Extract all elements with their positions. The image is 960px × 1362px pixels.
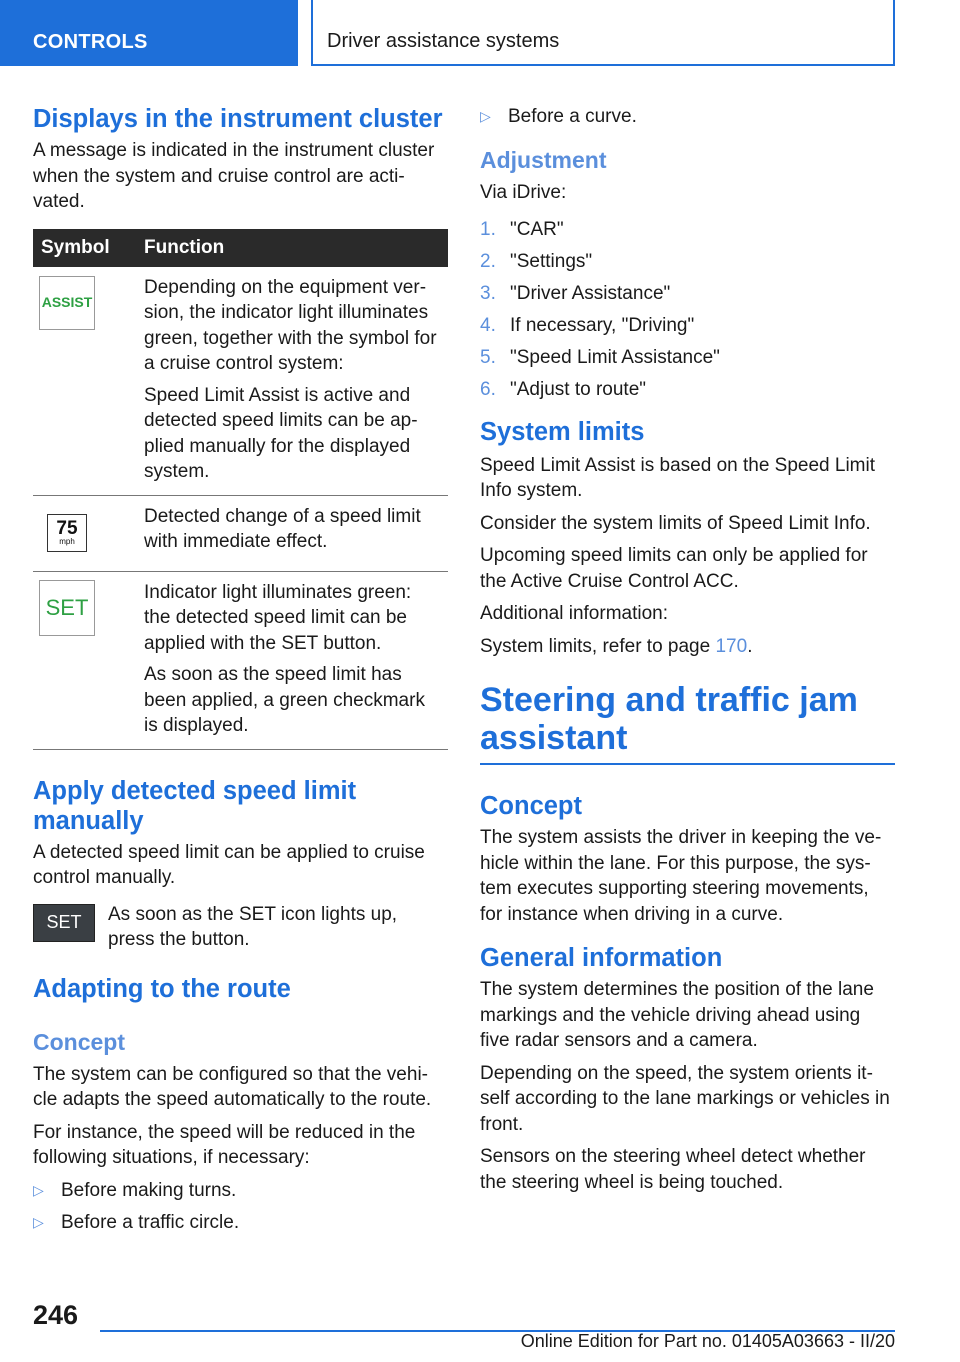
- paragraph-set: As soon as the SET icon lights up, press the button.: [108, 903, 398, 950]
- paragraph-concept-1: The system can be configured so that the vehi-cle adapts the speed automatically to the route.: [33, 1063, 432, 1110]
- set-button-row: [33, 904, 448, 966]
- paragraph-limits-2: Consider the system limits of Speed Limit Info.: [480, 512, 871, 534]
- page-reference-link[interactable]: 170: [715, 635, 748, 657]
- heading-steering-assistant: Steering and traffic jam assistant: [480, 681, 858, 757]
- col-header-symbol: Symbol: [33, 229, 136, 267]
- triangle-bullet-icon: ▷: [33, 1214, 44, 1230]
- heading-concept: Concept: [33, 1028, 125, 1055]
- paragraph-limits-5: System limits, refer to page 170.: [480, 635, 753, 657]
- paragraph-via-idrive: Via iDrive:: [480, 181, 567, 203]
- header-section: CONTROLS: [33, 31, 148, 53]
- header-section-tab: [0, 0, 298, 66]
- heading-adapting: Adapting to the route: [33, 974, 291, 1003]
- section-divider: [480, 763, 895, 765]
- heading-apply: Apply detected speed limit manually: [33, 776, 357, 835]
- paragraph-limits-1: Speed Limit Assist is based on the Speed Limit Info system.: [480, 454, 876, 501]
- list-item: 3. "Driver Assistance": [480, 283, 671, 304]
- right-column: [480, 100, 895, 1202]
- header-chapter: Driver assistance systems: [327, 30, 560, 52]
- header-chapter-box: [311, 0, 895, 66]
- footer-edition: Online Edition for Part no. 01405A03663 - II/20: [520, 1331, 895, 1351]
- paragraph-general-1: The system determines the position of the lane markings and the vehicle driving ahead using five radar sensors and a camera.: [480, 979, 874, 1051]
- list-item: ▷ Before making turns.: [33, 1178, 448, 1204]
- list-item: 6. "Adjust to route": [480, 379, 647, 400]
- assist-indicator-icon: ASSIST: [39, 276, 95, 330]
- table-row: [33, 495, 448, 571]
- heading-general-info: General information: [480, 944, 723, 972]
- left-column: [33, 100, 448, 1243]
- heading-system-limits: System limits: [480, 417, 645, 446]
- row-text: Depending on the equipment ver-sion, the indicator light illuminates green, together with the symbol for a cruise control system:: [144, 276, 437, 374]
- paragraph-apply: A detected speed limit can be applied to cruise control manually.: [33, 841, 425, 888]
- paragraph-displays: A message is indicated in the instrument cluster when the system and cruise control are acti-vated.: [33, 140, 435, 212]
- list-item: ▷ Before a traffic circle.: [33, 1210, 448, 1236]
- paragraph-general-3: Sensors on the steering wheel detect whether the steering wheel is being touched.: [480, 1146, 866, 1193]
- row-text: Speed Limit Assist is active and detected speed limits can be ap-plied manually for the displayed system.: [144, 384, 418, 482]
- paragraph-limits-3: Upcoming speed limits can only be applied for the Active Cruise Control ACC.: [480, 545, 868, 592]
- page-number: 246: [33, 1300, 79, 1330]
- set-indicator-icon: SET: [39, 580, 95, 636]
- list-item: 4. If necessary, "Driving": [480, 315, 695, 336]
- set-button-icon: SET: [33, 904, 95, 942]
- paragraph-concept-steering: The system assists the driver in keeping the ve-hicle within the lane. For this purpose, the sys-tem executes supporting steering movements, for instance when driving in a curve.: [480, 827, 882, 925]
- row-text: Indicator light illuminates green: the detected speed limit can be applied with the SET button.: [144, 581, 412, 654]
- table-row: [33, 571, 448, 749]
- heading-concept-2: Concept: [480, 792, 582, 820]
- paragraph-concept-2: For instance, the speed will be reduced in the following situations, if necessary:: [33, 1121, 416, 1168]
- symbol-table: [33, 229, 448, 750]
- speed-limit-sign-icon: 75 mph: [47, 514, 87, 552]
- paragraph-general-2: Depending on the speed, the system orients it-self according to the lane markings or vehicles in front.: [480, 1062, 890, 1135]
- triangle-bullet-icon: ▷: [480, 108, 491, 124]
- row-text: As soon as the speed limit has been applied, a green checkmark is displayed.: [144, 664, 425, 736]
- row-text: Detected change of a speed limit with immediate effect.: [144, 505, 421, 552]
- col-header-function: Function: [136, 229, 448, 267]
- triangle-bullet-icon: ▷: [33, 1181, 44, 1198]
- heading-adjustment: Adjustment: [480, 146, 607, 173]
- list-item: 2. "Settings": [480, 251, 593, 272]
- heading-displays: Displays in the instrument cluster: [33, 105, 443, 133]
- idrive-steps: [480, 217, 895, 403]
- table-row: [33, 267, 448, 496]
- list-item: 1. "CAR": [480, 219, 564, 240]
- bullet-list-left: [33, 1178, 448, 1236]
- list-item: ▷ Before a curve.: [480, 104, 895, 130]
- paragraph-limits-4: Additional information:: [480, 603, 668, 624]
- bullet-list-right: [480, 104, 895, 130]
- list-item: 5. "Speed Limit Assistance": [480, 347, 720, 368]
